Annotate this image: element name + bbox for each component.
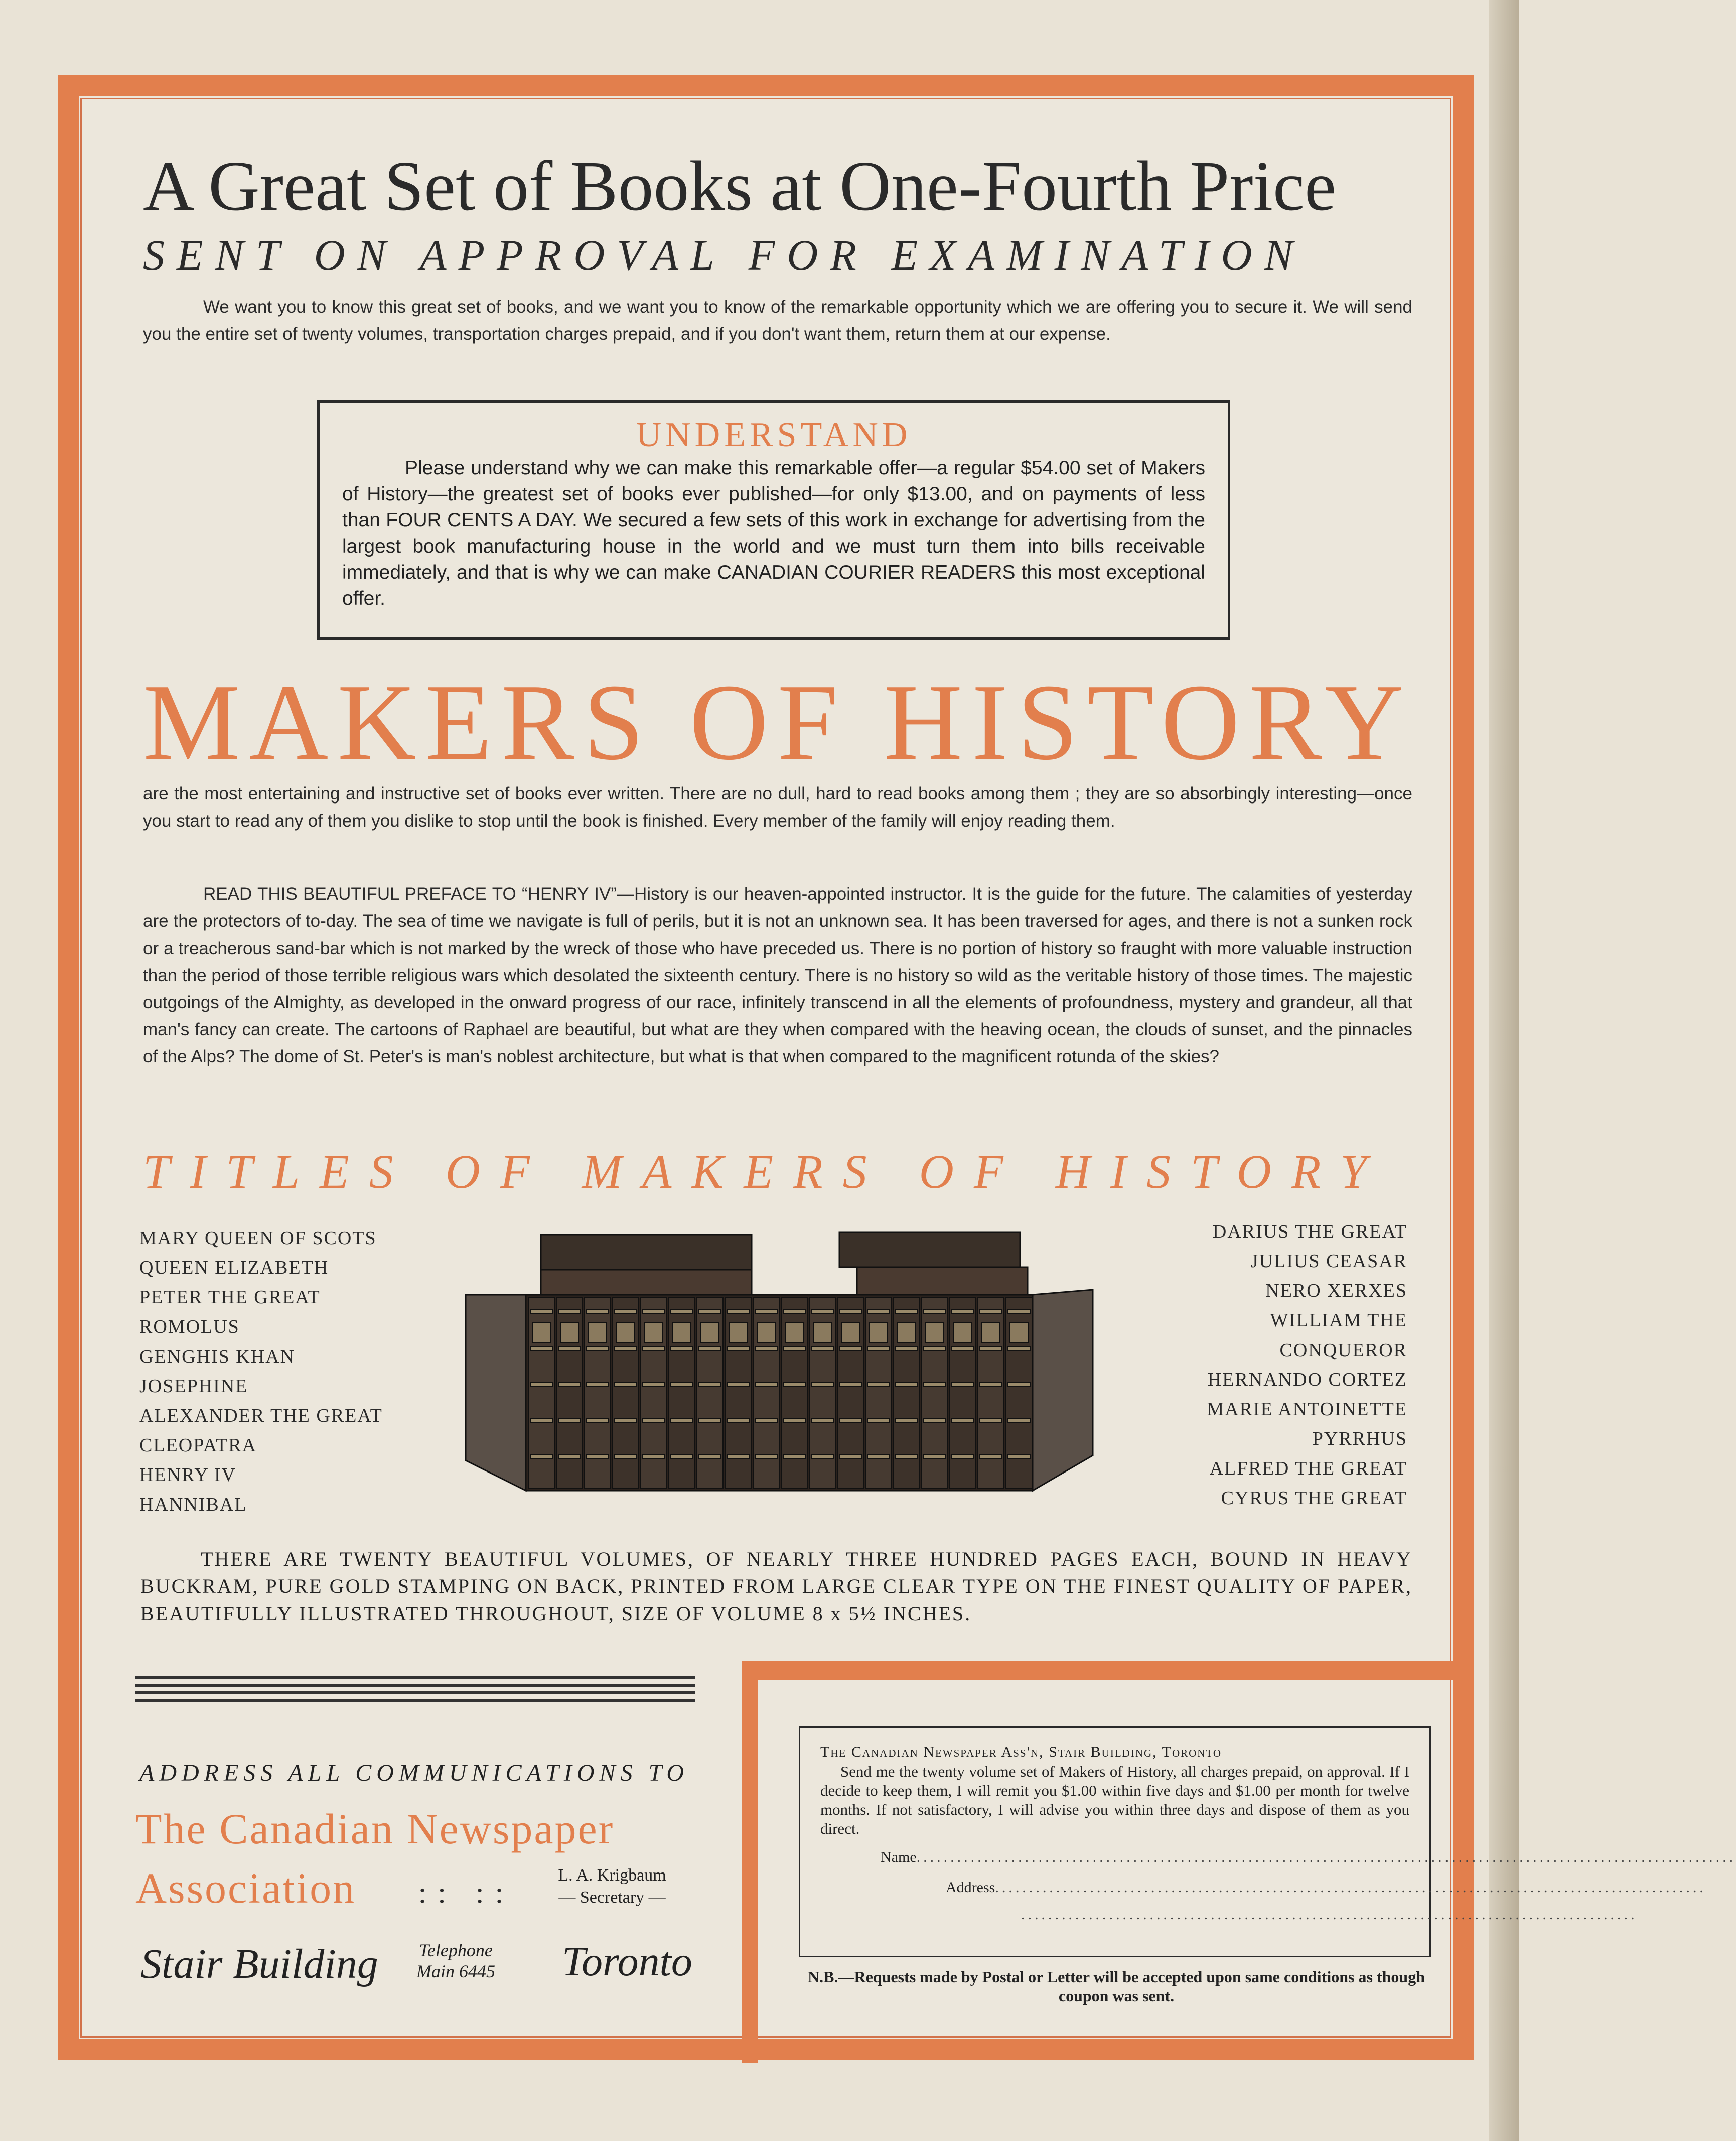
order-coupon (799, 1726, 1736, 1957)
coupon-text: Send me the twenty volume set of Makers of History, all charges prepaid, on approval. If I decide to keep them, I will remit you $1.00 within five days and $1.00 per month for twelve months. If not satisfactory, I will advise you within three days and dispose of them as you direct. (820, 1763, 1409, 1837)
title-item: MARY QUEEN OF SCOTS (139, 1228, 377, 1249)
title-item: HERNANDO CORTEZ (1207, 1369, 1407, 1390)
title-item: HANNIBAL (139, 1494, 247, 1515)
secretary-block (529, 1864, 695, 1909)
address-field[interactable]: Address......................................................................................................... (946, 1879, 1706, 1896)
address-label-field: Address (946, 1879, 995, 1896)
address-field-line2[interactable]: ........................................................................................... (1021, 1906, 1638, 1923)
titles-list-left (139, 1224, 451, 1520)
name-field[interactable]: Name......................................................................................................................... (881, 1849, 1736, 1865)
intro-paragraph: We want you to know this great set of books, and we want you to know of the remarkable opportunity which we are offering you to secure it. We will send you the entire set of twenty volumes, transportation charges prepaid, and if you don't want them, return them at our expense. (143, 297, 1412, 344)
title-item: MARIE ANTOINETTE (1207, 1399, 1407, 1420)
title-item: CLEOPATRA (139, 1435, 257, 1456)
title-item: ALEXANDER THE GREAT (139, 1405, 383, 1426)
city-name: Toronto (562, 1938, 692, 1985)
organization-name-line2: Association (135, 1864, 356, 1912)
title-item: DARIUS THE GREAT (1212, 1221, 1407, 1242)
makers-of-history-title: MAKERS OF HISTORY (143, 662, 1413, 783)
organization-name-line1: The Canadian Newspaper (135, 1805, 615, 1853)
page-edge-shadow (1489, 0, 1519, 2141)
title-item: WILLIAM THE (1270, 1310, 1407, 1331)
understand-box (317, 400, 1230, 640)
title-item: JOSEPHINE (139, 1376, 248, 1397)
secretary-name: L. A. Krigbaum (558, 1866, 666, 1885)
titles-heading: TITLES OF MAKERS OF HISTORY (143, 1145, 1387, 1198)
title-item: CYRUS THE GREAT (1221, 1488, 1407, 1509)
title-item: GENGHIS KHAN (139, 1346, 296, 1367)
book-set-illustration (466, 1225, 1093, 1496)
understand-text: Please understand why we can make this remarkable offer—a regular $54.00 set of Makers of History—the greatest set of books ever published—for only $13.00, and on payments of less than FOUR CENTS A DAY. We secured a few sets of this work in exchange for advertising from the largest book manufacturing house in the world and we must turn them into bills receivable immediately, and that is why we can make CANADIAN COURIER READERS this most exceptional offer. (342, 457, 1205, 609)
decorative-rules (135, 1676, 695, 1706)
ornament-dots: :: :: (418, 1876, 515, 1909)
telephone-label: Telephone (419, 1940, 493, 1960)
subheadline: SENT ON APPROVAL FOR EXAMINATION (143, 231, 1305, 279)
title-item: NERO XERXES (1265, 1280, 1407, 1301)
title-item: ROMOLUS (139, 1316, 240, 1337)
titles-list-right (1154, 1217, 1407, 1513)
title-item: PETER THE GREAT (139, 1287, 321, 1308)
secretary-title: — Secretary — (558, 1888, 666, 1907)
coupon-note: N.B.—Requests made by Postal or Letter will be accepted upon same conditions as though coupon was sent. (808, 1968, 1425, 2005)
title-item: CONQUEROR (1279, 1340, 1407, 1361)
headline: A Great Set of Books at One-Fourth Price (143, 146, 1337, 225)
coupon-header: The Canadian Newspaper Ass'n, Stair Building, Toronto (820, 1744, 1222, 1760)
title-item: PYRRHUS (1312, 1428, 1407, 1449)
telephone-number: Main 6445 (416, 1961, 495, 1981)
understand-title: UNDERSTAND (636, 416, 912, 454)
title-item: QUEEN ELIZABETH (139, 1257, 329, 1278)
title-item: HENRY IV (139, 1464, 236, 1486)
telephone-block (416, 1940, 495, 1982)
name-label: Name (881, 1849, 917, 1865)
address-label: ADDRESS ALL COMMUNICATIONS TO (139, 1760, 689, 1786)
volumes-description: THERE ARE TWENTY BEAUTIFUL VOLUMES, OF NEARLY THREE HUNDRED PAGES EACH, BOUND IN HEAVY BUCKRAM, PURE GOLD STAMPING ON BACK, PRINTED FROM LARGE CLEAR TYPE ON THE FINEST QUALITY OF PAPER, BEAUTIFULLY ILLUSTRATED THROUGHOUT, SIZE OF VOLUME 8 x 5½ INCHES. (140, 1548, 1412, 1625)
building-name: Stair Building (140, 1941, 378, 1987)
preface-paragraph: READ THIS BEAUTIFUL PREFACE TO “HENRY IV”—History is our heaven-appointed instructor. It is the guide for the future. The calamities of yesterday are the protectors of to-day. The sea of time we navigate is full of perils, but it is not an unknown sea. It has been traversed for ages, and there is not a sunken rock or a treacherous sand-bar which is not marked by the wreck of those who have preceded us. There is no portion of history so fraught with more valuable instruction than the period of those terrible religious wars which desolated the sixteenth century. There is no history so wild as the veritable history of those times. The majestic outgoings of the Almighty, as developed in the onward progress of our race, infinitely transcend in all the elements of profoundness, mystery and grandeur, all that man's fancy can create. The cartoons of Raphael are beautiful, but what are they when compared with the heaving ocean, the clouds of sunset, and the pinnacles of the Alps? The dome of St. Peter's is man's noblest architecture, but what is that when compared to the magnificent rotunda of the skies? (143, 884, 1412, 1066)
entertaining-paragraph: are the most entertaining and instructive set of books ever written. There are no dull, hard to read books among them ; they are so absorbingly interesting—once you start to read any of them you dislike to stop until the book is finished. Every member of the family will enjoy reading them. (143, 784, 1412, 831)
title-item: ALFRED THE GREAT (1209, 1458, 1407, 1479)
title-item: JULIUS CEASAR (1250, 1251, 1407, 1272)
